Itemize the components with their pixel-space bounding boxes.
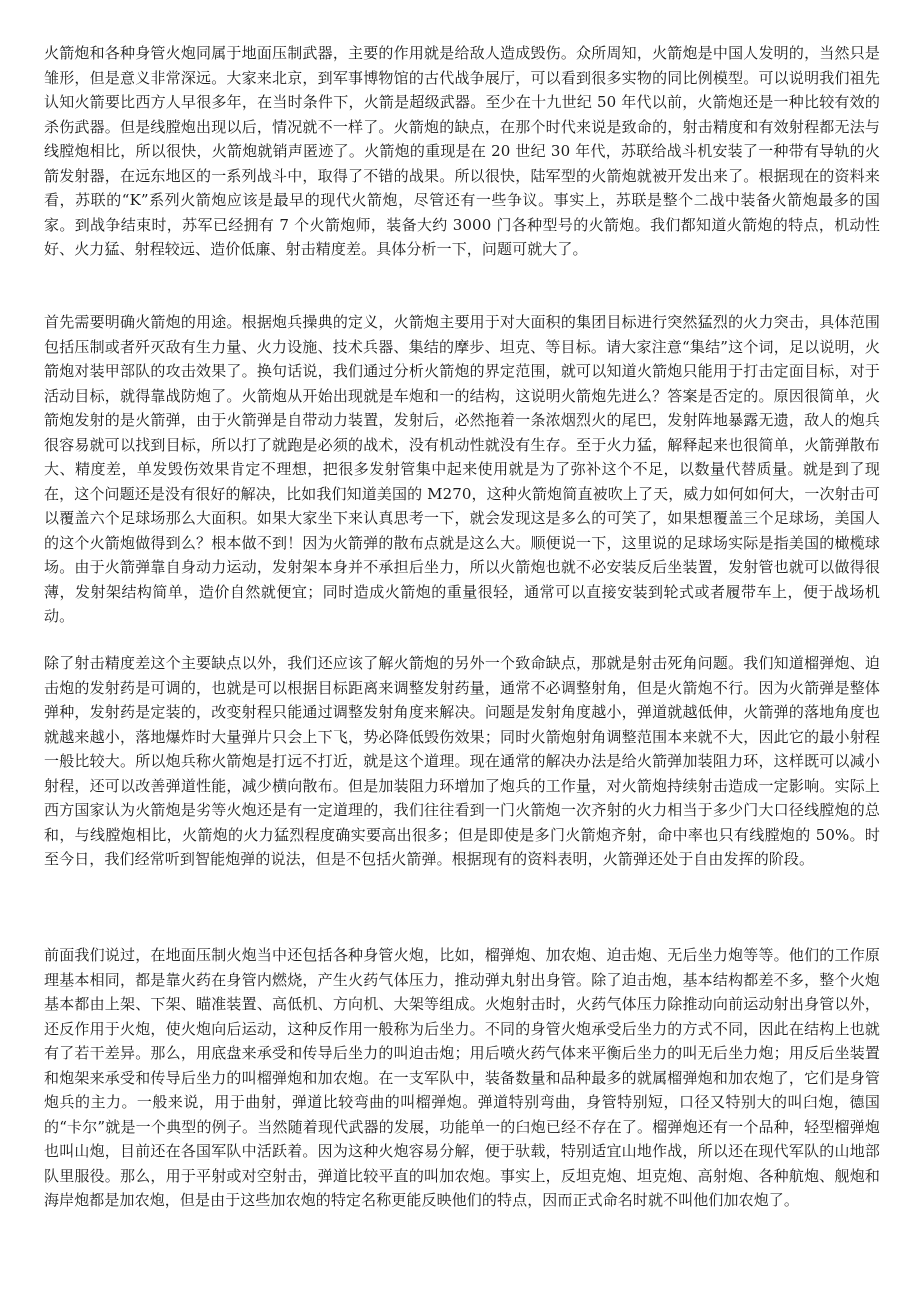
paragraph-rocket-artillery-purpose: 首先需要明确火箭炮的用途。根据炮兵操典的定义，火箭炮主要用于对大面积的集团目标进行突然猛烈的火力突击，具体范围包括压制或者歼灭敌有生力量、火力设施、技术兵器、集结的摩步、坦克、等目标。请大家注意“集结”这个词，足以说明，火箭炮对装甲部队的攻击效果了。换句话说，我们通过分析火箭炮的界定范围，就可以知道火箭炮只能用于打击定面目标，对于活动目标，就得靠战防炮了。火箭炮从开始出现就是车炮和一的结构，这说明火箭炮先进么？答案是否定的。原因很简单，火箭炮发射的是火箭弹，由于火箭弹是自带动力装置，发射后，必然拖着一条浓烟烈火的尾巴，发射阵地暴露无遗，敌人的炮兵很容易就可以找到目标，所以打了就跑是必须的战术，没有机动性就没有生存。至于火力猛，解释起来也很简单，火箭弹散布大、精度差，单发毁伤效果肯定不理想，把很多发射管集中起来使用就是为了弥补这个不足，以数量代替质量。就是到了现在，这个问题还是没有很好的解决，比如我们知道美国的 M270，这种火箭炮简直被吹上了天，威力如何如何大，一次射击可以覆盖六个足球场那么大面积。如果大家坐下来认真思考一下，就会发现这是多么的可笑了，如果想覆盖三个足球场，美国人的这个火箭炮做得到么？根本做不到！因为火箭弹的散布点就是这么大。顺便说一下，这里说的足球场实际是指美国的橄榄球场。由于火箭弹靠自身动力运动，发射架本身并不承担后坐力，所以火箭炮也就不必安装反后坐装置，发射管也就可以做得很薄，发射架结构简单，造价自然就便宜；同时造成火箭炮的重量很轻，通常可以直接安装到轮式或者履带车上，便于战场机动。: [44, 313, 880, 625]
paragraph-barrel-artillery: 前面我们说过，在地面压制火炮当中还包括各种身管火炮，比如，榴弹炮、加农炮、迫击炮、无后坐力炮等等。他们的工作原理基本相同，都是靠火药在身管内燃烧，产生火药气体压力，推动弹丸射出身管。除了迫击炮，基本结构都差不多，整个火炮基本都由上架、下架、瞄准装置、高低机、方向机、大架等组成。火炮射击时，火药气体压力除推动向前运动射出身管以外，还反作用于火炮，使火炮向后运动，这种反作用一般称为后坐力。不同的身管火炮承受后坐力的方式不同，因此在结构上也就有了若干差异。那么，用底盘来承受和传导后坐力的叫迫击炮；用后喷火药气体来平衡后坐力的叫无后坐力炮；用反后坐装置和炮架来承受和传导后坐力的叫榴弹炮和加农炮。在一支军队中，装备数量和品种最多的就属榴弹炮和加农炮了，它们是身管炮兵的主力。一般来说，用于曲射，弹道比较弯曲的叫榴弹炮。弹道特别弯曲，身管特别短，口径又特别大的叫臼炮，德国的“卡尔”就是一个典型的例子。当然随着现代武器的发展，功能单一的臼炮已经不存在了。榴弹炮还有一个品种，轻型榴弹炮也叫山炮，目前还在各国军队中活跃着。因为这种火炮容易分解，便于驮载，特别适宜山地作战，所以还在现代军队的山地部队里服役。那么，用于平射或对空射击，弹道比较平直的叫加农炮。事实上，反坦克炮、坦克炮、高射炮、各种航炮、舰炮和海岸炮都是加农炮，但是由于这些加农炮的特定名称更能反映他们的特点，因而正式命名时就不叫他们加农炮了。: [44, 946, 880, 1209]
paragraph-rocket-artillery-dead-zone: 除了射击精度差这个主要缺点以外，我们还应该了解火箭炮的另外一个致命缺点，那就是射击死角问题。我们知道榴弹炮、迫击炮的发射药是可调的，也就是可以根据目标距离来调整发射药量，通常不必调整射角，但是火箭炮不行。因为火箭弹是整体弹种，发射药是定装的，改变射程只能通过调整发射角度来解决。问题是发射角度越小，弹道就越低伸，火箭弹的落地角度也就越来越小，落地爆炸时大量弹片只会上下飞，势必降低毁伤效果；同时火箭炮射角调整范围本来就不大，因此它的最小射程一般比较大。所以炮兵称火箭炮是打远不打近，就是这个道理。现在通常的解决办法是给火箭弹加装阻力环，这样既可以减小射程，还可以改善弹道性能，减少横向散布。但是加装阻力环增加了炮兵的工作量，对火箭炮持续射击造成一定影响。实际上西方国家认为火箭炮是劣等火炮还是有一定道理的，我们往往看到一门火箭炮一次齐射的火力相当于多少门大口径线膛炮的总和，与线膛炮相比，火箭炮的火力猛烈程度确实要高出很多；但是即使是多门火箭炮齐射，命中率也只有线膛炮的 50%。时至今日，我们经常听到智能炮弹的说法，但是不包括火箭弹。根据现有的资料表明，火箭弹还处于自由发挥的阶段。: [44, 654, 880, 868]
paragraph-rocket-artillery-history: 火箭炮和各种身管火炮同属于地面压制武器，主要的作用就是给敌人造成毁伤。众所周知，火箭炮是中国人发明的，当然只是雏形，但是意义非常深远。大家来北京，到军事博物馆的古代战争展厅，可以看到很多实物的同比例模型。可以说明我们祖先认知火箭要比西方人早很多年，在当时条件下，火箭是超级武器。至少在十九世纪 50 年代以前，火箭炮还是一种比较有效的杀伤武器。但是线膛炮出现以后，情况就不一样了。火箭炮的缺点，在那个时代来说是致命的，射击精度和有效射程都无法与线膛炮相比，所以很快，火箭炮就销声匿迹了。火箭炮的重现是在 20 世纪 30 年代，苏联给战斗机安装了一种带有导轨的火箭发射器，在远东地区的一系列战斗中，取得了不错的战果。所以很快，陆军型的火箭炮就被开发出来了。根据现在的资料来看，苏联的“K”系列火箭炮应该是最早的现代火箭炮，尽管还有一些争议。事实上，苏联是整个二战中装备火箭炮最多的国家。到战争结束时，苏军已经拥有 7 个火箭炮师，装备大约 3000 门各种型号的火箭炮。我们都知道火箭炮的特点，机动性好、火力猛、射程较远、造价低廉、射击精度差。具体分析一下，问题可就大了。: [44, 44, 880, 258]
